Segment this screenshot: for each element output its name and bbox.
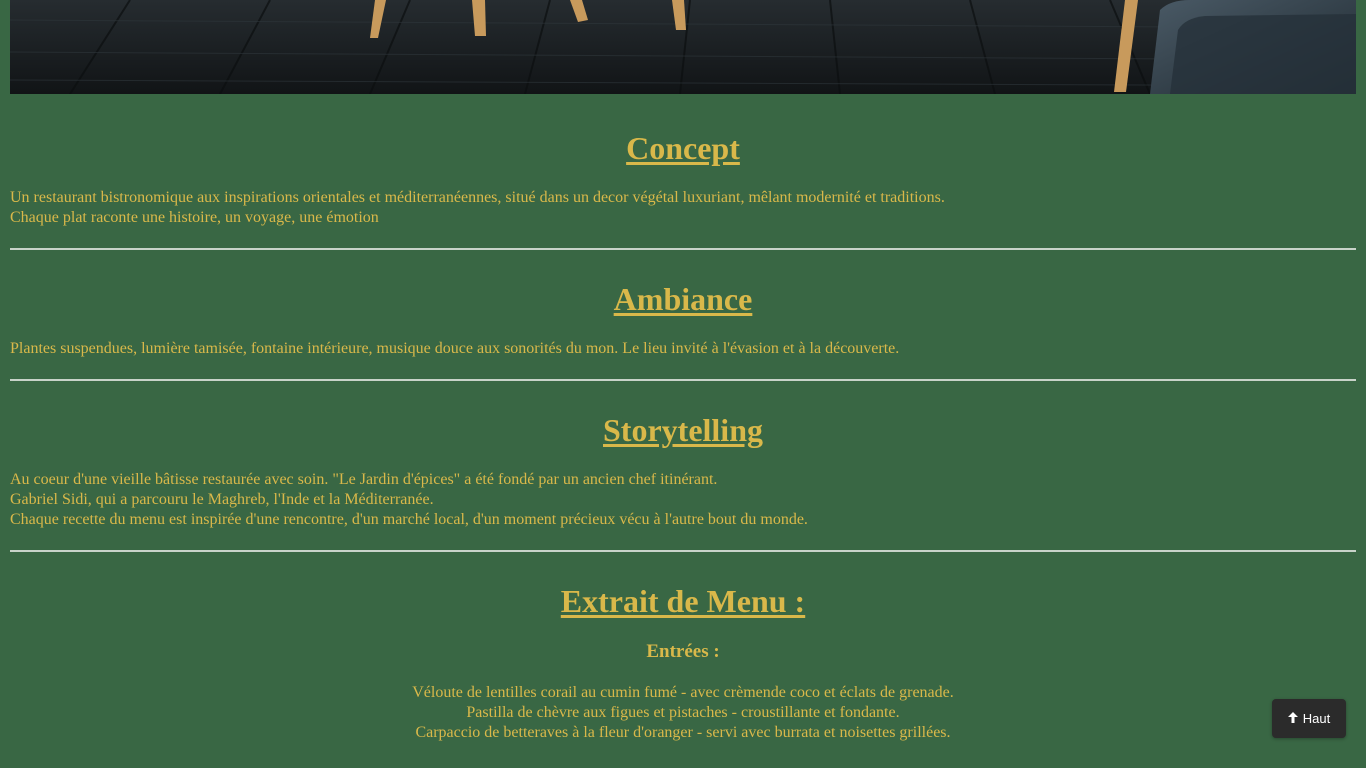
hero-image: [10, 0, 1356, 94]
main-content: [10, 94, 1356, 743]
storytelling-line-2: Gabriel Sidi, qui a parcouru le Maghreb, l'Inde et la Méditerranée.: [10, 491, 434, 508]
concept-line-2: Chaque plat raconte une histoire, un voyage, une émotion: [10, 209, 379, 226]
storytelling-line-3: Chaque recette du menu est inspirée d'une rencontre, d'un marché local, d'un moment précieux vécu à l'autre bout du monde.: [10, 511, 808, 528]
ambiance-title: Ambiance: [613, 281, 753, 317]
concept-section: [10, 94, 1356, 228]
menu-item: Véloute de lentilles corail au cumin fumé - avec crèmende coco et éclats de grenade.: [412, 684, 954, 701]
back-to-top-label: Haut: [1302, 711, 1331, 726]
menu-item: Carpaccio de betteraves à la fleur d'oranger - servi avec burrata et noisettes grillées.: [415, 724, 951, 741]
concept-line-1: Un restaurant bistronomique aux inspirations orientales et méditerranéennes, situé dans un decor végétal luxuriant, mêlant modernité et traditions.: [10, 189, 945, 206]
entrees-title: Entrées :: [646, 641, 720, 662]
concept-title: Concept: [626, 130, 740, 166]
storytelling-title: Storytelling: [603, 412, 763, 448]
back-to-top-button[interactable]: [1272, 699, 1346, 738]
menu-item: Pastilla de chèvre aux figues et pistaches - croustillante et fondante.: [466, 704, 900, 721]
ambiance-section: [10, 250, 1356, 359]
menu-section: [10, 552, 1356, 743]
menu-title: Extrait de Menu :: [560, 583, 806, 619]
ambiance-line-1: Plantes suspendues, lumière tamisée, fontaine intérieure, musique douce aux sonorités du mon. Le lieu invité à l'évasion et à la découverte.: [10, 340, 900, 357]
arrow-up-icon: [1288, 712, 1298, 726]
storytelling-section: [10, 381, 1356, 530]
storytelling-line-1: Au coeur d'une vieille bâtisse restaurée avec soin. "Le Jardin d'épices" a été fondé par un ancien chef itinérant.: [10, 471, 718, 488]
